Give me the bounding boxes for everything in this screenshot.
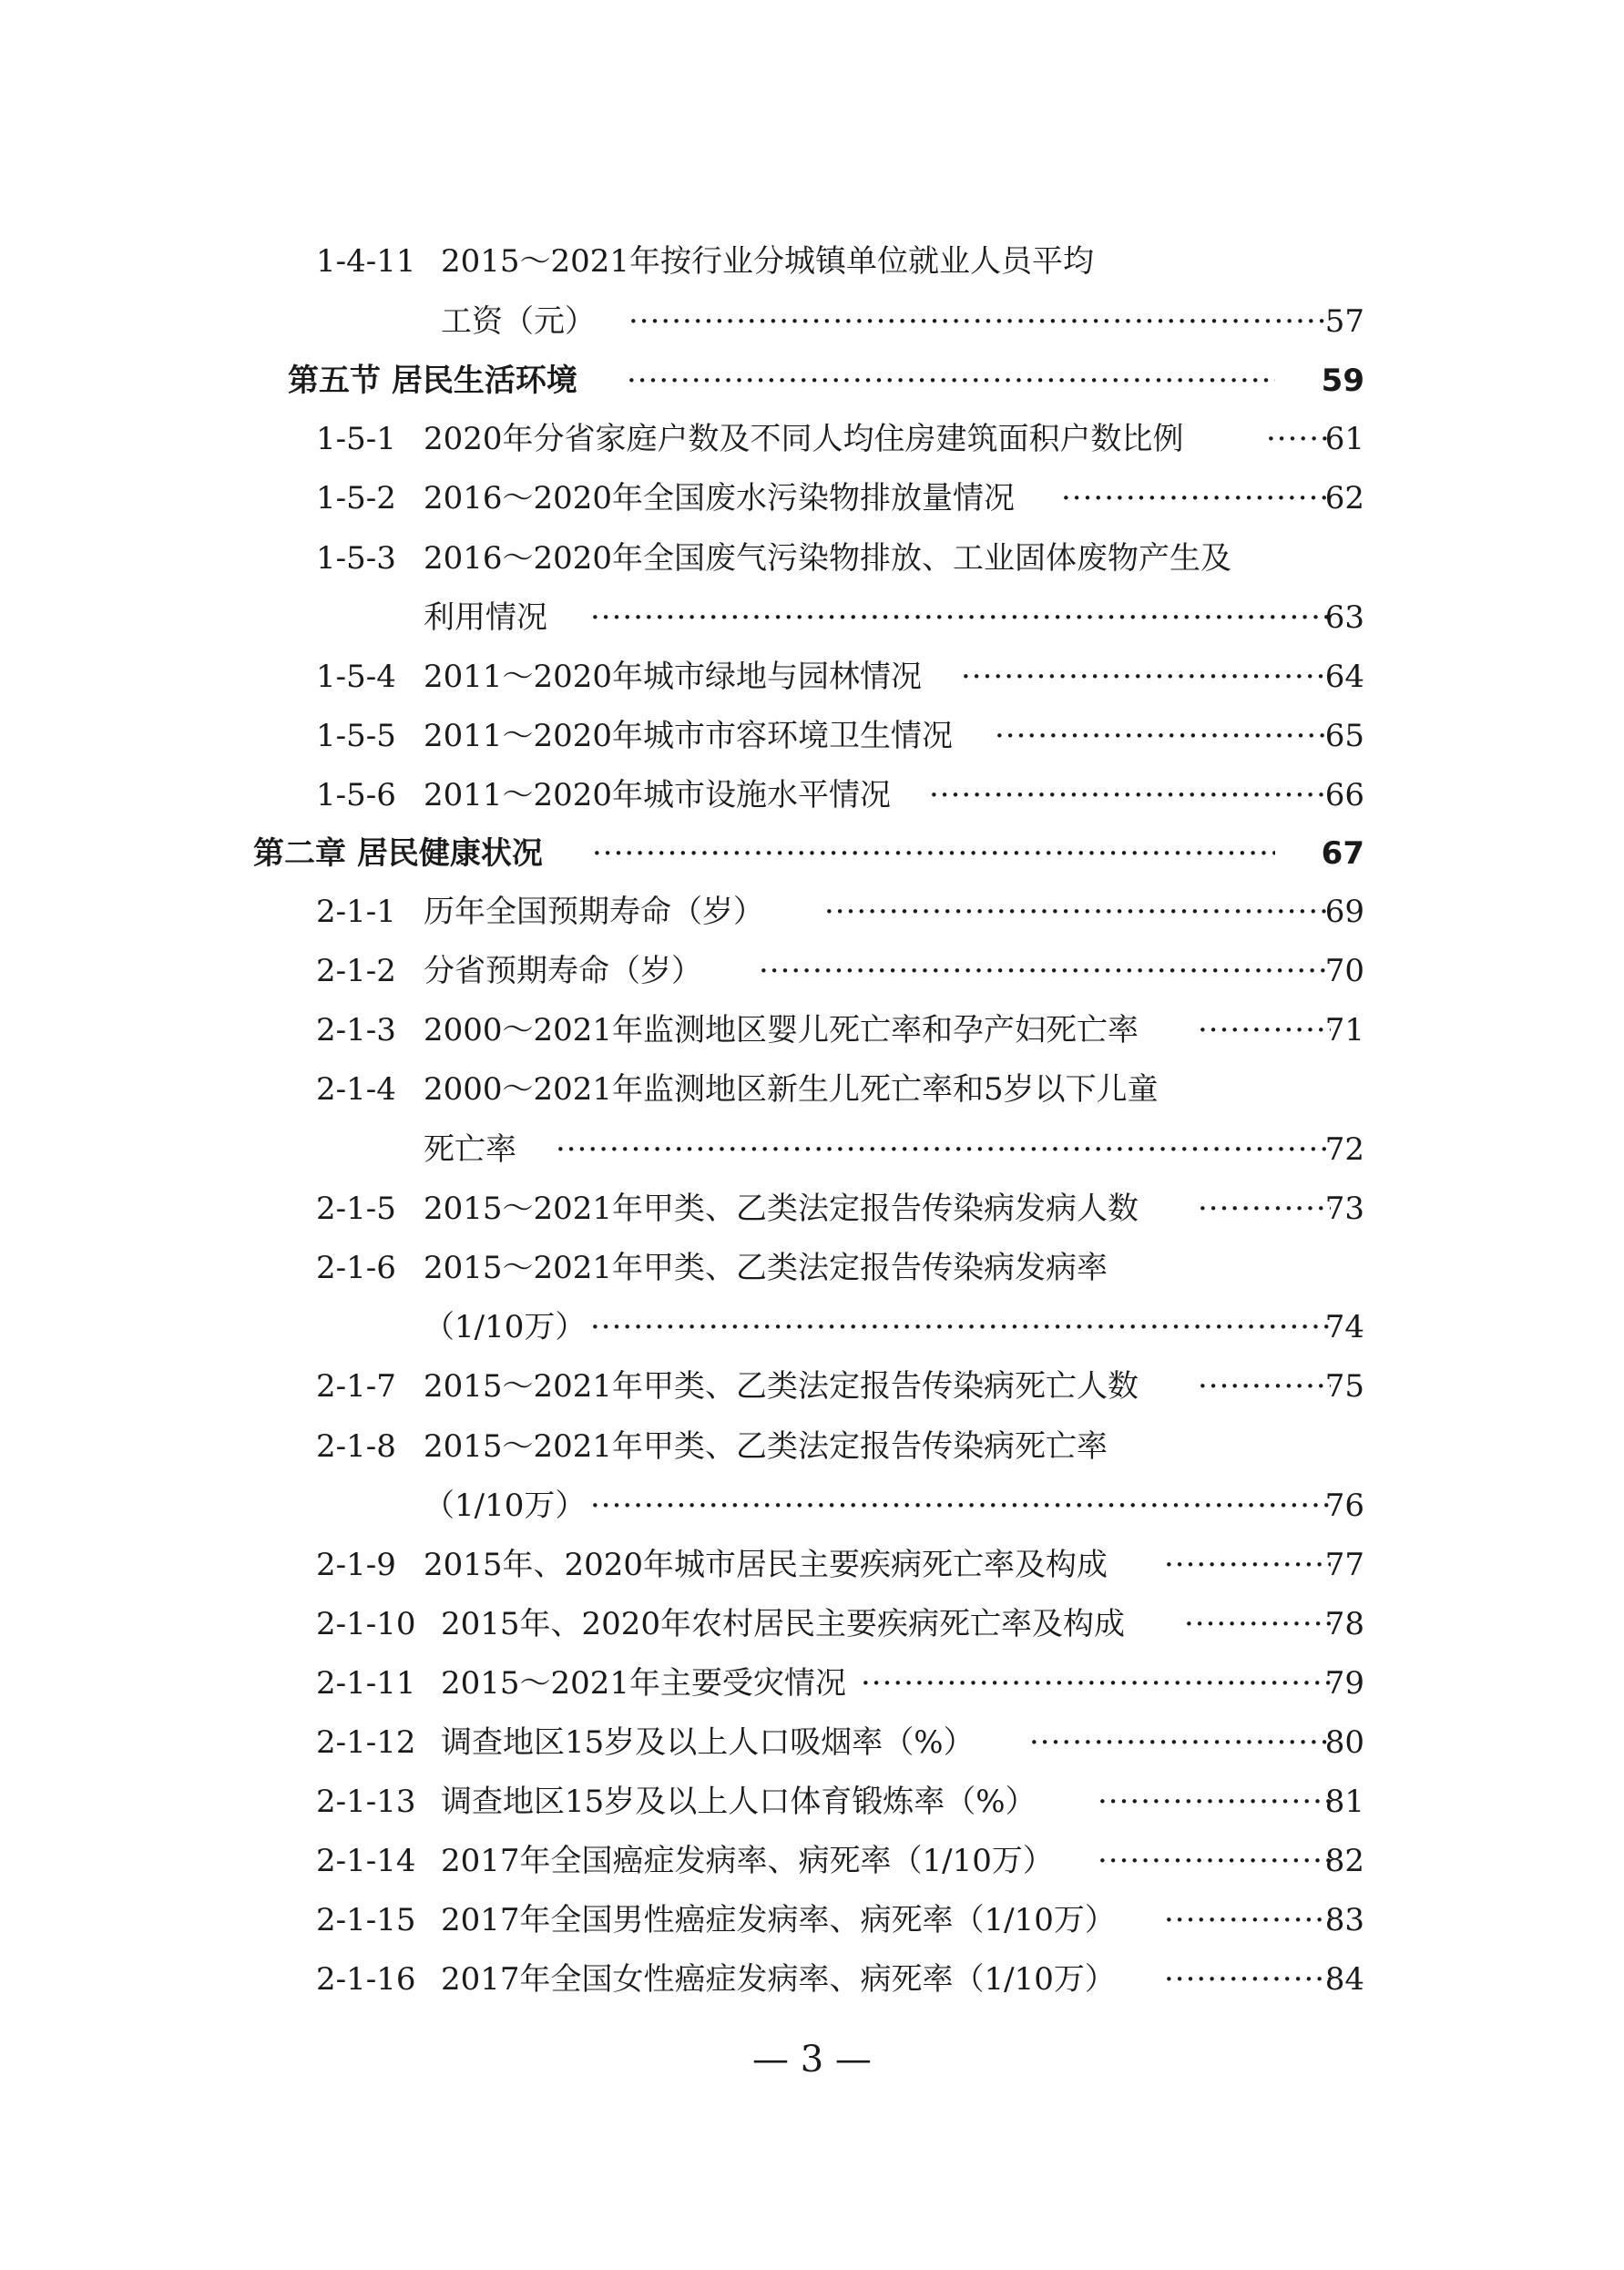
entry-code: 2-1-5 bbox=[316, 1191, 396, 1227]
entry-title: 2015年、2020年城市居民主要疾病死亡率及构成 bbox=[424, 1547, 1108, 1583]
leader-dots bbox=[1164, 1957, 1331, 2002]
entry-title: 2017年全国女性癌症发病率、病死率（1/10万） bbox=[441, 1961, 1116, 1998]
chapter-title: 第二章 居民健康状况 bbox=[253, 835, 543, 872]
entry-code: 2-1-1 bbox=[316, 894, 396, 930]
entry-title: 调查地区15岁及以上人口体育锻炼率（%） bbox=[441, 1784, 1037, 1820]
page-number: 61 bbox=[1324, 421, 1364, 457]
leader-dots bbox=[1164, 1897, 1331, 1943]
entry-title: 2015～2021年甲类、乙类法定报告传染病发病人数 bbox=[424, 1191, 1139, 1227]
toc-chapter-heading[interactable] bbox=[0, 831, 1624, 876]
leader-dots bbox=[590, 1483, 1331, 1529]
entry-code: 1-5-2 bbox=[316, 480, 396, 516]
toc-entry-continuation[interactable] bbox=[0, 1127, 1624, 1172]
entry-code: 2-1-4 bbox=[316, 1071, 396, 1108]
leader-dots bbox=[824, 889, 1331, 935]
toc-entry[interactable] bbox=[0, 713, 1624, 759]
entry-title: 2016～2020年全国废水污染物排放量情况 bbox=[424, 480, 1016, 516]
leader-dots bbox=[929, 772, 1331, 818]
leader-dots bbox=[592, 831, 1275, 876]
toc-entry[interactable] bbox=[0, 1661, 1624, 1706]
leader-dots bbox=[1184, 1601, 1331, 1647]
leader-dots bbox=[861, 1661, 1331, 1706]
toc-entry[interactable] bbox=[0, 1542, 1624, 1588]
entry-title-continuation: 工资（元） bbox=[441, 303, 596, 340]
page-number: 80 bbox=[1324, 1724, 1364, 1761]
entry-title: 2011～2020年城市绿地与园林情况 bbox=[424, 659, 923, 695]
section-title: 第五节 居民生活环境 bbox=[288, 363, 577, 399]
page-number: 83 bbox=[1324, 1902, 1364, 1938]
toc-entry-continuation[interactable] bbox=[0, 299, 1624, 344]
entry-code: 1-5-5 bbox=[316, 718, 396, 754]
page-number: 79 bbox=[1324, 1665, 1364, 1702]
toc-entry[interactable] bbox=[0, 1957, 1624, 2002]
entry-code: 2-1-2 bbox=[316, 953, 396, 989]
leader-dots bbox=[961, 654, 1331, 700]
page-number: 71 bbox=[1324, 1012, 1364, 1048]
entry-title: 2015年、2020年农村居民主要疾病死亡率及构成 bbox=[441, 1606, 1126, 1642]
page-number: 59 bbox=[1321, 363, 1364, 399]
page-number: 73 bbox=[1324, 1191, 1364, 1227]
page-number: 74 bbox=[1324, 1309, 1364, 1345]
page-number: 64 bbox=[1324, 659, 1364, 695]
entry-code: 2-1-7 bbox=[316, 1368, 396, 1405]
page-number: 69 bbox=[1324, 894, 1364, 930]
toc-entry[interactable] bbox=[0, 1424, 1624, 1469]
entry-code: 2-1-3 bbox=[316, 1012, 396, 1048]
page-footer-number: — 3 — bbox=[752, 2039, 872, 2081]
toc-entry[interactable] bbox=[0, 1838, 1624, 1884]
toc-entry[interactable] bbox=[0, 1007, 1624, 1053]
toc-entry[interactable] bbox=[0, 1720, 1624, 1765]
toc-entry[interactable] bbox=[0, 1601, 1624, 1647]
entry-title: 历年全国预期寿命（岁） bbox=[424, 894, 764, 930]
leader-dots bbox=[556, 1127, 1331, 1172]
entry-title-continuation: （1/10万） bbox=[424, 1309, 587, 1345]
page-number: 70 bbox=[1324, 953, 1364, 989]
entry-title: 2015～2021年甲类、乙类法定报告传染病死亡率 bbox=[424, 1428, 1108, 1465]
leader-dots bbox=[1098, 1779, 1331, 1825]
entry-title: 2016～2020年全国废气污染物排放、工业固体废物产生及 bbox=[424, 540, 1232, 577]
entry-title-continuation: （1/10万） bbox=[424, 1488, 587, 1524]
toc-entry-continuation[interactable] bbox=[0, 1304, 1624, 1350]
entry-code: 2-1-6 bbox=[316, 1250, 396, 1286]
toc-entry[interactable] bbox=[0, 1364, 1624, 1409]
leader-dots bbox=[995, 713, 1331, 759]
toc-entry[interactable] bbox=[0, 1186, 1624, 1232]
page-number: 66 bbox=[1324, 777, 1364, 813]
page-number: 82 bbox=[1324, 1843, 1364, 1879]
toc-entry[interactable] bbox=[0, 239, 1624, 284]
entry-code: 2-1-11 bbox=[316, 1665, 416, 1702]
leader-dots bbox=[1029, 1720, 1331, 1765]
leader-dots bbox=[759, 948, 1331, 994]
page-number: 75 bbox=[1324, 1368, 1364, 1405]
entry-code: 2-1-10 bbox=[316, 1606, 416, 1642]
entry-title: 调查地区15岁及以上人口吸烟率（%） bbox=[441, 1724, 975, 1761]
entry-code: 2-1-16 bbox=[316, 1961, 416, 1998]
entry-code: 2-1-13 bbox=[316, 1784, 416, 1820]
page-number: 76 bbox=[1324, 1488, 1364, 1524]
toc-entry[interactable] bbox=[0, 654, 1624, 700]
entry-title: 分省预期寿命（岁） bbox=[424, 953, 702, 989]
toc-entry[interactable] bbox=[0, 1067, 1624, 1112]
toc-entry[interactable] bbox=[0, 1779, 1624, 1825]
entry-title: 2011～2020年城市市容环境卫生情况 bbox=[424, 718, 954, 754]
entry-code: 1-5-1 bbox=[316, 421, 396, 457]
entry-title: 2015～2021年按行业分城镇单位就业人员平均 bbox=[441, 243, 1095, 280]
page-number: 65 bbox=[1324, 718, 1364, 754]
leader-dots bbox=[628, 299, 1330, 344]
entry-code: 2-1-8 bbox=[316, 1428, 396, 1465]
entry-title: 2015～2021年主要受灾情况 bbox=[441, 1665, 847, 1702]
entry-title: 2000～2021年监测地区婴儿死亡率和孕产妇死亡率 bbox=[424, 1012, 1139, 1048]
page-number: 72 bbox=[1324, 1131, 1364, 1168]
entry-title-continuation: 利用情况 bbox=[424, 599, 547, 636]
toc-section-heading[interactable] bbox=[0, 358, 1624, 404]
entry-title-continuation: 死亡率 bbox=[424, 1131, 516, 1168]
toc-entry[interactable] bbox=[0, 1245, 1624, 1291]
entry-code: 2-1-14 bbox=[316, 1843, 416, 1879]
page-number: 77 bbox=[1324, 1547, 1364, 1583]
entry-title: 2017年全国男性癌症发病率、病死率（1/10万） bbox=[441, 1902, 1116, 1938]
page-number: 62 bbox=[1324, 480, 1364, 516]
toc-entry[interactable] bbox=[0, 536, 1624, 581]
leader-dots bbox=[627, 358, 1275, 404]
leader-dots bbox=[1164, 1542, 1331, 1588]
page-number: 81 bbox=[1324, 1784, 1364, 1820]
toc-entry[interactable] bbox=[0, 416, 1624, 462]
entry-title: 2015～2021年甲类、乙类法定报告传染病死亡人数 bbox=[424, 1368, 1139, 1405]
toc-entry[interactable] bbox=[0, 772, 1624, 818]
toc-entry-continuation[interactable] bbox=[0, 1483, 1624, 1529]
toc-entry[interactable] bbox=[0, 889, 1624, 935]
leader-dots bbox=[1098, 1838, 1331, 1884]
leader-dots bbox=[590, 1304, 1331, 1350]
entry-title: 2000～2021年监测地区新生儿死亡率和5岁以下儿童 bbox=[424, 1071, 1159, 1108]
entry-title: 2017年全国癌症发病率、病死率（1/10万） bbox=[441, 1843, 1054, 1879]
entry-code: 1-4-11 bbox=[316, 243, 416, 280]
entry-title: 2015～2021年甲类、乙类法定报告传染病发病率 bbox=[424, 1250, 1108, 1286]
leader-dots bbox=[1061, 475, 1331, 521]
entry-code: 1-5-3 bbox=[316, 540, 396, 577]
entry-code: 1-5-6 bbox=[316, 777, 396, 813]
entry-code: 1-5-4 bbox=[316, 659, 396, 695]
leader-dots bbox=[590, 595, 1331, 640]
entry-code: 2-1-9 bbox=[316, 1547, 396, 1583]
toc-entry[interactable] bbox=[0, 475, 1624, 521]
entry-title: 2020年分省家庭户数及不同人均住房建筑面积户数比例 bbox=[424, 421, 1184, 457]
entry-code: 2-1-12 bbox=[316, 1724, 416, 1761]
entry-code: 2-1-15 bbox=[316, 1902, 416, 1938]
page-number: 67 bbox=[1321, 835, 1364, 872]
toc-entry[interactable] bbox=[0, 948, 1624, 994]
page-number: 78 bbox=[1324, 1606, 1364, 1642]
entry-title: 2011～2020年城市设施水平情况 bbox=[424, 777, 892, 813]
page-number: 57 bbox=[1324, 303, 1364, 340]
page-number: 84 bbox=[1324, 1961, 1364, 1998]
toc-entry[interactable] bbox=[0, 1897, 1624, 1943]
toc-entry-continuation[interactable] bbox=[0, 595, 1624, 640]
page-number: 63 bbox=[1324, 599, 1364, 636]
